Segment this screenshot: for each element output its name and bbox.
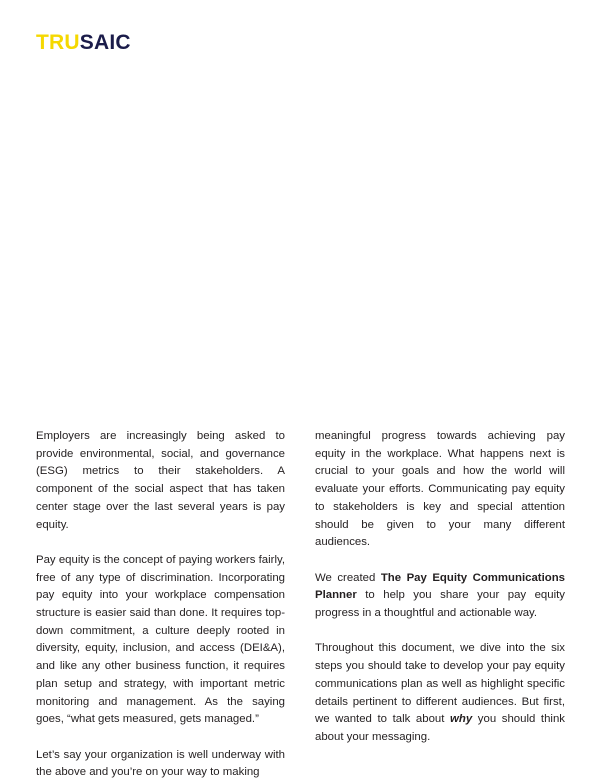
right-column [315,428,565,747]
overview-lead: Throughout this document, we dive into the six steps you should take to develop your pay equity communications plan as well as highlight specific details pertinent to different audiences. But first, we wanted to talk about [315,642,565,726]
overview-tail: you should think about your messaging. [315,713,565,743]
paragraph-organization-underway: Let’s say your organization is well underway with the above and you’re on your way to making [36,748,285,779]
paragraph-document-overview [315,640,565,746]
trusaic-logo [36,31,131,55]
paragraph-esg: Employers are increasingly being asked to provide environmental, social, and governance (ESG) metrics to their stakeholders. A component of the social aspect that has taken center stage over the last several years is pay equity. [36,430,285,531]
planner-intro-tail: to help you share your pay equity progress in a thoughtful and actionable way. [315,589,565,620]
paragraph-meaningful-progress: meaningful progress towards achieving pay equity in the workplace. What happens next is crucial to your goals and how the world will evaluate your efforts. Communicating pay equity to stakeholders is key and special attention should be given to your many different audiences. [315,430,565,549]
paragraph-pay-equity-concept: Pay equity is the concept of paying workers fairly, free of any type of discrimination. Incorporating pay equity into your workplace compensation structure is easier said than done. It requires top-down commitment, a culture deeply rooted in diversity, equity, inclusion, and access (DEI&A), and like any other business function, it requires plan setup and strategy, with important metric monitoring and management. As the saying goes, “what gets measured, gets managed.” [36,553,285,726]
logo-part-tru: TRU [36,31,80,54]
planner-title: The Pay Equity Communications Planner [315,571,566,602]
planner-intro-lead: We created [315,571,381,584]
left-column [36,428,285,782]
overview-emphasis-why: why [450,713,473,726]
logo-part-saic: SAIC [79,31,131,54]
paragraph-planner-intro [315,570,565,623]
